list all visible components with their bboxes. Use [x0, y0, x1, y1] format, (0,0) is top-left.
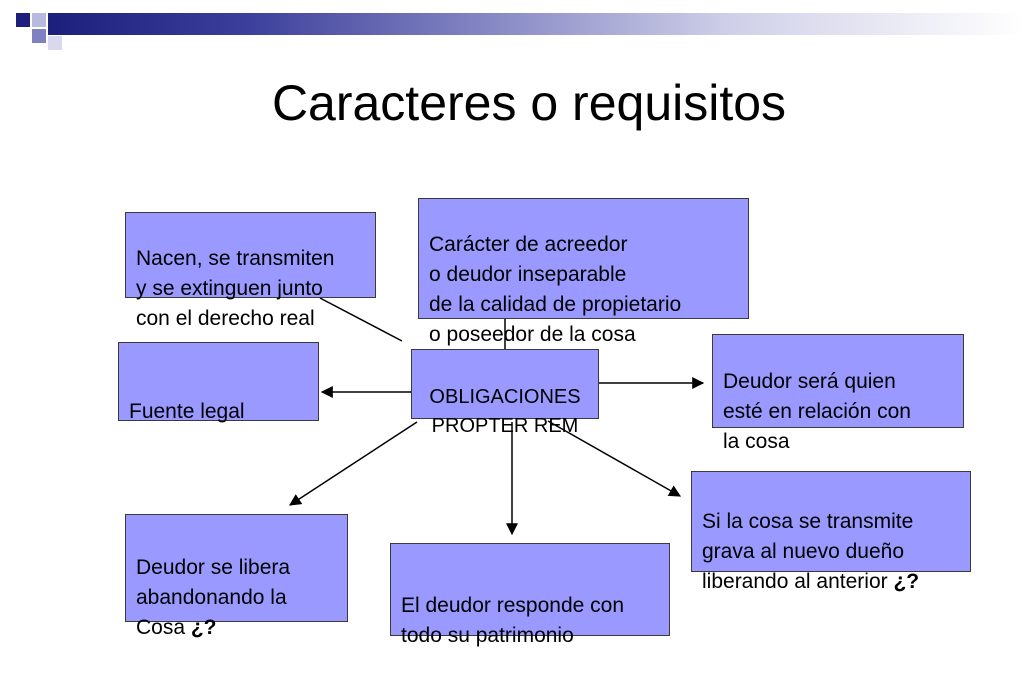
- box-responde-text: El deudor responde con todo su patrimonio: [401, 594, 624, 647]
- box-deudor-libera-question: ¿?: [190, 616, 217, 639]
- center-box-obligaciones: [411, 349, 599, 437]
- box-si-cosa-question: ¿?: [893, 570, 920, 593]
- box-deudor-sera: [712, 334, 964, 453]
- center-box-text: OBLIGACIONES PROPTER REM: [429, 386, 581, 437]
- slide-title: Caracteres o requisitos: [271, 75, 787, 131]
- arrow-deudor-libera: [290, 422, 417, 505]
- box-responde: [390, 543, 670, 647]
- box-deudor-sera-text: Deudor será quien esté en relación con la cosa: [723, 370, 911, 453]
- box-nacen-text: Nacen, se transmiten y se extinguen junto con el derecho real: [136, 247, 335, 330]
- box-nacen: [125, 212, 376, 330]
- box-si-cosa-text: Si la cosa se transmite grava al nuevo dueño liberando al anterior: [702, 510, 914, 593]
- box-deudor-libera: [125, 514, 348, 639]
- box-fuente-legal-text: Fuente legal: [129, 400, 245, 423]
- box-si-cosa: [691, 471, 971, 593]
- box-caracter: [418, 198, 749, 346]
- box-fuente-legal: [118, 342, 319, 421]
- box-caracter-text: Carácter de acreedor o deudor inseparable de la calidad de propietario o poseedor de la cosa: [429, 233, 682, 346]
- box-deudor-libera-text: Deudor se libera abandonando la Cosa: [136, 556, 291, 639]
- connector-nacen: [320, 298, 402, 341]
